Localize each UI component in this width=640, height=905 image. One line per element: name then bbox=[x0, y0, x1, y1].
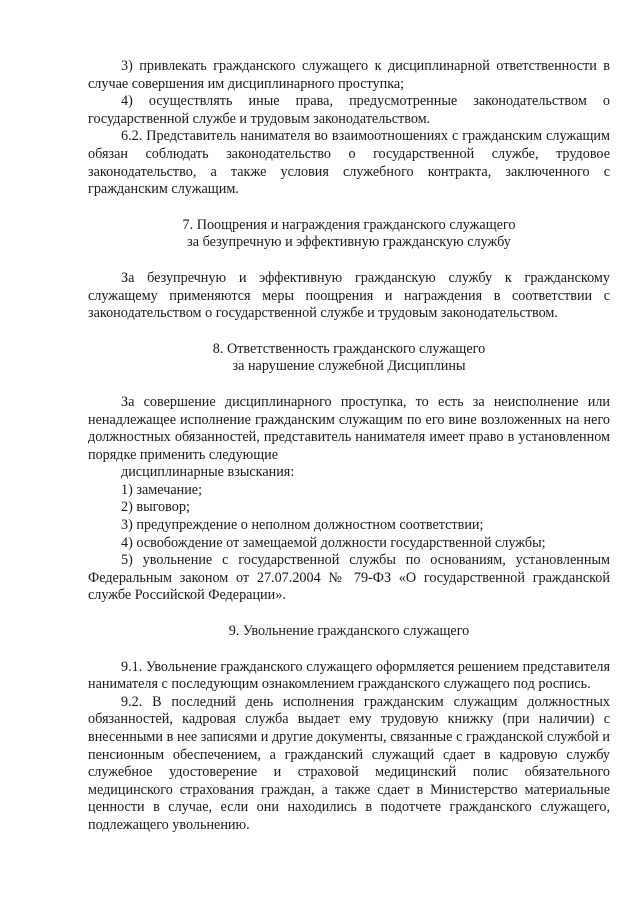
spacer bbox=[88, 252, 610, 270]
penalty-item-2: 2) выговор; bbox=[121, 499, 190, 516]
paragraph-6-1-3: 3) привлекать гражданского служащего к дисциплинарной ответственности в случае совершения им дисциплинарного проступка; bbox=[88, 58, 610, 92]
spacer bbox=[88, 376, 610, 394]
paragraph-6-1-4: 4) осуществлять иные права, предусмотренные законодательством о государственной службе и трудовым законодательством. bbox=[88, 93, 610, 127]
penalty-item-5: 5) увольнение с государственной службы по основаниям, установленным Федеральным законом от 27.07.2004 № 79-ФЗ «О государственной гражданской службе Российской Федерации». bbox=[88, 552, 610, 604]
spacer bbox=[88, 323, 610, 341]
penalty-item-1: 1) замечание; bbox=[121, 481, 203, 498]
paragraph-6-2: 6.2. Представитель нанимателя во взаимоотношениях с гражданским служащим обязан соблюдать законодательство о государственной службе, трудовое законодательство, а также условия служебного контракта, заключенного с гражданским служащим. bbox=[88, 128, 610, 198]
section-7-title-line-1: 7. Поощрения и награждения гражданского служащего bbox=[182, 216, 516, 233]
section-8-intro-continued: дисциплинарные взыскания: bbox=[121, 464, 295, 481]
paragraph-9-1: 9.1. Увольнение гражданского служащего оформляется решением представителя нанимателя с последующим ознакомлением гражданского служащего под роспись. bbox=[88, 658, 610, 693]
document-body bbox=[88, 58, 610, 835]
spacer bbox=[88, 605, 610, 623]
section-8-title-line-2: за нарушение служебной Дисциплины bbox=[232, 358, 466, 375]
section-9-title: 9. Увольнение гражданского служащего bbox=[228, 623, 470, 640]
section-8-title-line-1: 8. Ответственность гражданского служащего bbox=[212, 340, 486, 357]
section-8-intro: За совершение дисциплинарного проступка, то есть за неисполнение или ненадлежащее исполнение гражданским служащим по его вине возложенных на него должностных обязанностей, представитель нанимателя имеет право в установленном порядке применить следующие bbox=[88, 393, 610, 463]
spacer bbox=[88, 199, 610, 217]
section-7-title-line-2: за безупречную и эффективную гражданскую службу bbox=[187, 234, 511, 251]
penalty-item-3: 3) предупреждение о неполном должностном соответствии; bbox=[121, 517, 484, 534]
section-7-text: За безупречную и эффективную гражданскую службу к гражданскому служащему применяются меры поощрения и награждения в соответствии с законодательством о государственной службе и трудовым законодательством. bbox=[88, 269, 610, 322]
penalty-item-4: 4) освобождение от замещаемой должности государственной службы; bbox=[121, 534, 546, 551]
paragraph-9-2: 9.2. В последний день исполнения гражданским служащим должностных обязанностей, кадровая служба выдает ему трудовую книжку (при наличии) с внесенными в нее записями и другие документы, связанные с гражданской службой и пенсионным обеспечением, а гражданский служащий сдает в кадровую службу служебное удостоверение и страховой медицинский полис обязательного медицинского страхования граждан, а также сдает в Министерство материальные ценности в случае, если они находились в подотчете гражданского служащего, подлежащего увольнению. bbox=[88, 693, 610, 833]
spacer bbox=[88, 641, 610, 659]
